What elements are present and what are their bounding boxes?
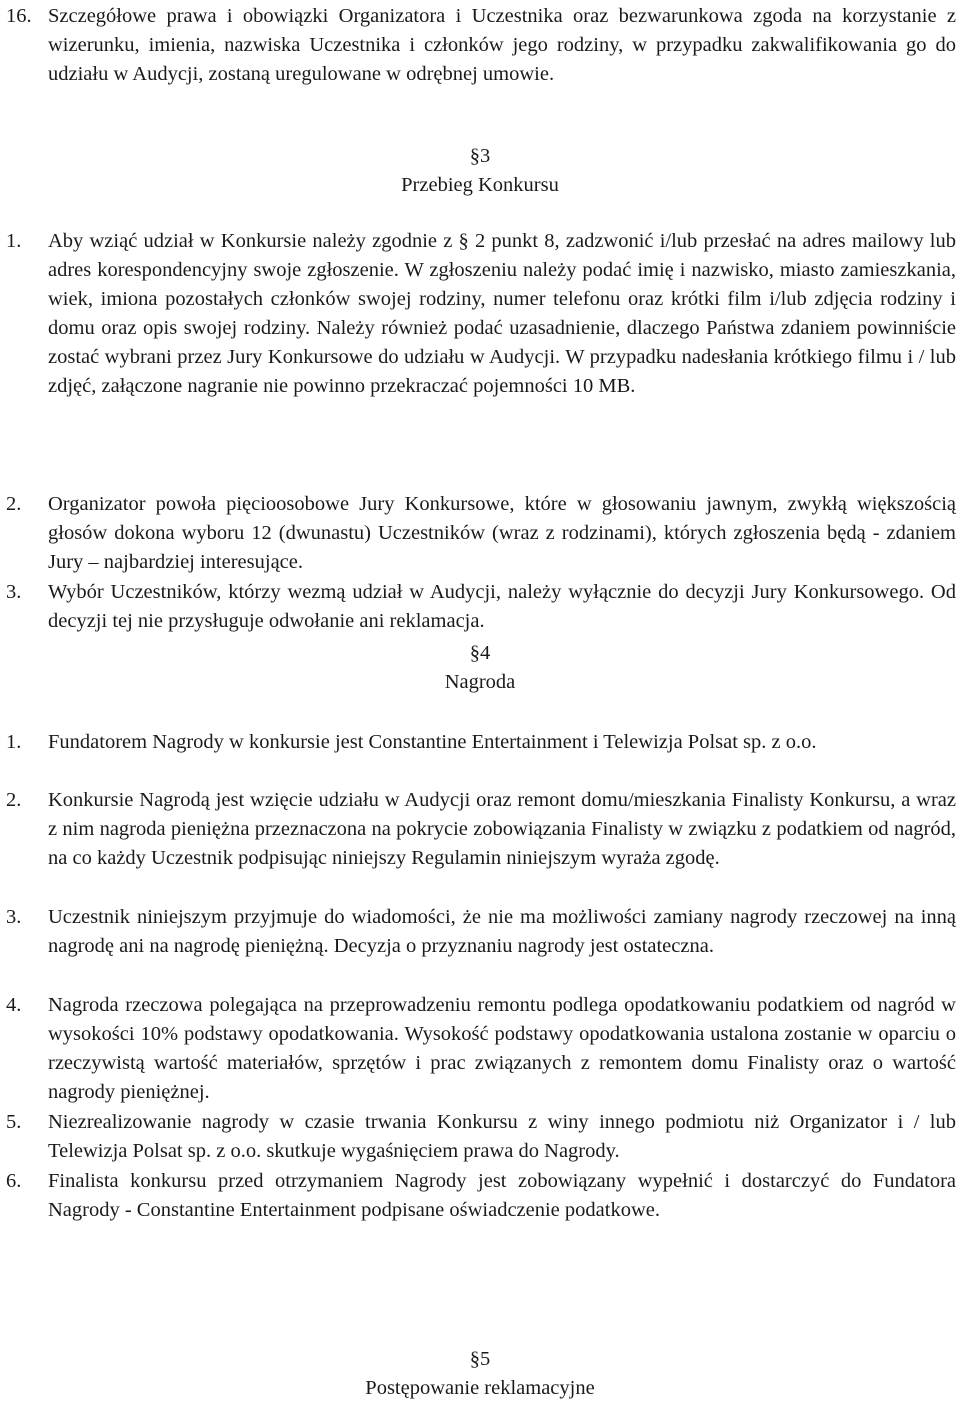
paragraph-text: Konkursie Nagrodą jest wzięcie udziału w Audycji oraz remont domu/mieszkania Finalisty Konkursu, a wraz z nim nagroda pieniężna przeznaczona na pokrycie zobowiązania Finalisty w związku z podatkiem od nagród, na co każdy Uczestnik podpisując niniejszy Regulamin niniejszym wyraża zgodę. <box>48 789 956 869</box>
section-3-item-3 <box>6 578 956 636</box>
section-5-heading <box>0 1345 960 1403</box>
section-4-item-4 <box>6 991 956 1107</box>
paragraph-number: 2. <box>6 493 22 515</box>
paragraph-text: Niezrealizowanie nagrody w czasie trwania Konkursu z winy innego podmiotu niż Organizator i / lub Telewizja Polsat sp. z o.o. skutkuje wygaśnięciem prawa do Nagrody. <box>48 1111 956 1162</box>
paragraph-text: Fundatorem Nagrody w konkursie jest Constantine Entertainment i Telewizja Polsat sp. z o.o. <box>48 731 817 753</box>
section-3-item-2 <box>6 490 956 577</box>
section-3-heading <box>0 142 960 200</box>
section-4-item-5 <box>6 1108 956 1166</box>
paragraph-text: Wybór Uczestników, którzy wezmą udział w Audycji, należy wyłącznie do decyzji Jury Konkursowego. Od decyzji tej nie przysługuje odwołanie ani reklamacja. <box>48 581 956 632</box>
section-title: Postępowanie reklamacyjne <box>365 1377 595 1399</box>
section-title: Przebieg Konkursu <box>401 174 559 196</box>
section-4-item-1 <box>6 728 956 757</box>
paragraph-number: 3. <box>6 581 22 603</box>
section-4-item-2 <box>6 786 956 873</box>
section-3-item-1 <box>6 227 956 401</box>
paragraph-text: Aby wziąć udział w Konkursie należy zgodnie z § 2 punkt 8, zadzwonić i/lub przesłać na adres mailowy lub adres korespondencyjny swoje zgłoszenie. W zgłoszeniu należy podać imię i nazwisko, miasto zamieszkania, wiek, imiona pozostałych członków swojej rodziny, numer telefonu oraz krótki film i/lub zdjęcia rodziny i domu oraz opis swojej rodziny. Należy również podać uzasadnienie, dlaczego Państwa zdaniem powinniście zostać wybrani przez Jury Konkursowe do udziału w Audycji. W przypadku nadesłania krótkiego filmu i / lub zdjęć, załączone nagranie nie powinno przekraczać pojemności 10 MB. <box>48 230 956 397</box>
paragraph-number: 2. <box>6 789 22 811</box>
section-4-item-6 <box>6 1167 956 1225</box>
paragraph-16 <box>6 2 956 89</box>
paragraph-number: 1. <box>6 230 22 252</box>
paragraph-text: Organizator powoła pięcioosobowe Jury Konkursowe, które w głosowaniu jawnym, zwykłą większością głosów dokona wyboru 12 (dwunastu) Uczestników (wraz z rodzinami), których zgłoszenia będą - zdaniem Jury – najbardziej interesujące. <box>48 493 956 573</box>
paragraph-number: 1. <box>6 731 22 753</box>
paragraph-text: Nagroda rzeczowa polegająca na przeprowadzeniu remontu podlega opodatkowaniu podatkiem od nagród w wysokości 10% podstawy opodatkowania. Wysokość podstawy opodatkowania ustalona zostanie w oparciu o rzeczywistą wartość materiałów, sprzętów i prac związanych z remontem domu Finalisty oraz o wartość nagrody pieniężnej. <box>48 994 956 1103</box>
paragraph-number: 3. <box>6 906 22 928</box>
paragraph-text: Finalista konkursu przed otrzymaniem Nagrody jest zobowiązany wypełnić i dostarczyć do Fundatora Nagrody - Constantine Entertainment podpisane oświadczenie podatkowe. <box>48 1170 956 1221</box>
paragraph-text: Szczegółowe prawa i obowiązki Organizatora i Uczestnika oraz bezwarunkowa zgoda na korzystanie z wizerunku, imienia, nazwiska Uczestnika i członków jego rodziny, w przypadku zakwalifikowania go do udziału w Audycji, zostaną uregulowane w odrębnej umowie. <box>48 5 956 85</box>
section-mark: §5 <box>469 1348 491 1370</box>
section-mark: §3 <box>469 145 491 167</box>
section-4-heading <box>0 639 960 697</box>
paragraph-text: Uczestnik niniejszym przyjmuje do wiadomości, że nie ma możliwości zamiany nagrody rzeczowej na inną nagrodę ani na nagrodę pieniężną. Decyzja o przyznaniu nagrody jest ostateczna. <box>48 906 956 957</box>
paragraph-number: 4. <box>6 994 22 1016</box>
paragraph-number: 16. <box>6 5 32 27</box>
section-title: Nagroda <box>444 671 516 693</box>
paragraph-number: 5. <box>6 1111 22 1133</box>
paragraph-number: 6. <box>6 1170 22 1192</box>
section-4-item-3 <box>6 903 956 961</box>
section-mark: §4 <box>469 642 491 664</box>
